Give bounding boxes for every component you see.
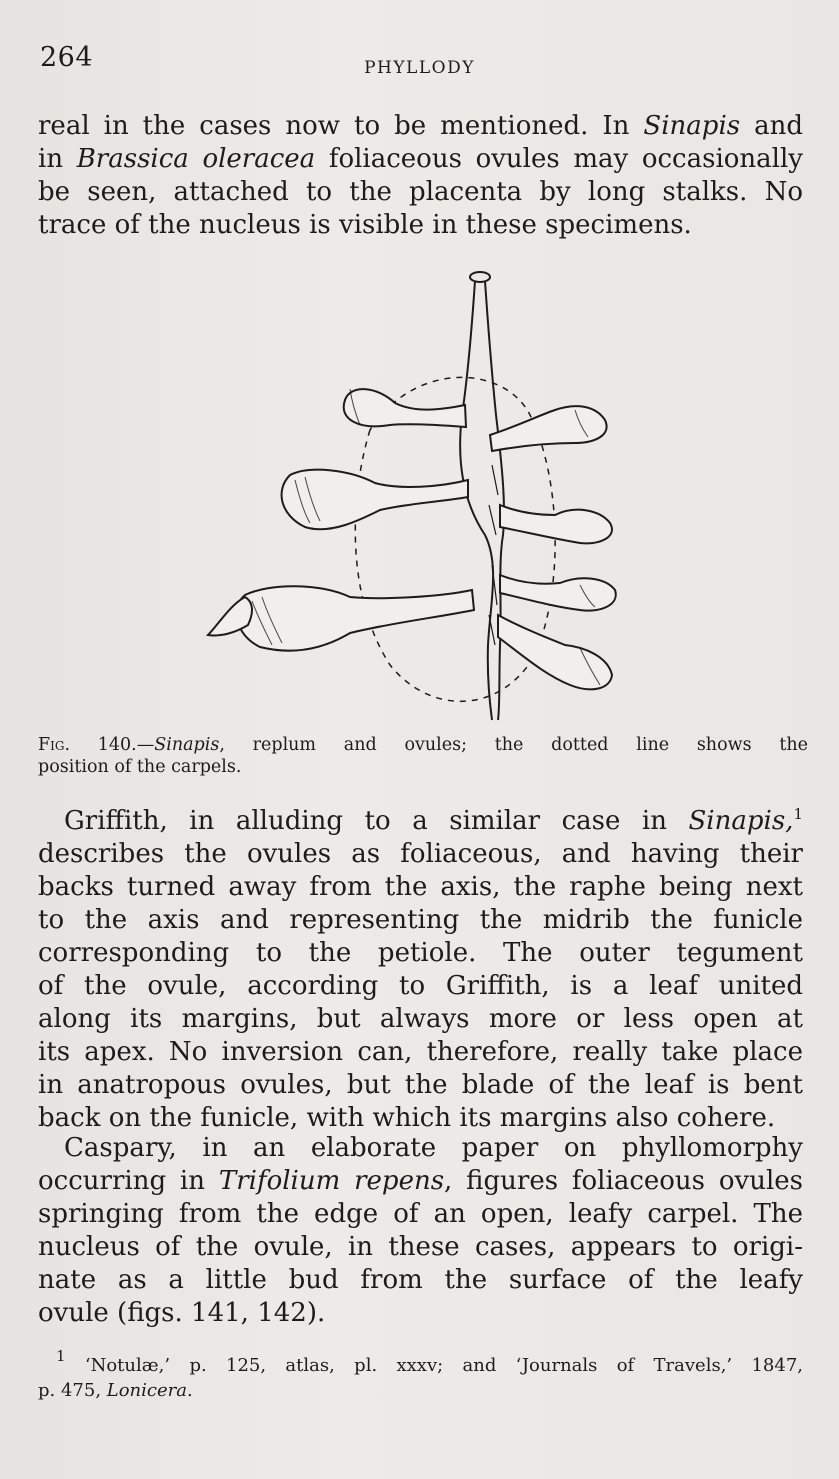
figure-140-illustration <box>200 265 630 725</box>
footnote-marker: 1 <box>56 1347 66 1365</box>
text-line: springing from the edge of an open, leafy carpel. The <box>38 1199 803 1229</box>
text-line: along its margins, but always more or less open at <box>38 1004 803 1034</box>
caption-line: Fig. 140.—Sinapis, replum and ovules; the dotted line shows the <box>38 735 808 755</box>
text-line: trace of the nucleus is visible in these specimens. <box>38 210 692 240</box>
text-line: of the ovule, according to Griffith, is a leaf united <box>38 971 803 1001</box>
text-line: real in the cases now to be mentioned. In Sinapis and <box>38 111 803 141</box>
paragraph-2 <box>38 798 803 1135</box>
text-line: ovule (figs. 141, 142). <box>38 1298 326 1328</box>
footnote-line: $^1$ ‘Notulæ,’ p. 125, atlas, pl. xxxv; and ‘Journals of Travels,’ 1847, <box>56 1347 803 1376</box>
footnote-line: p. 475, Lonicera. <box>38 1380 193 1401</box>
text-line: in anatropous ovules, but the blade of the leaf is bent <box>38 1070 803 1100</box>
text-line: in Brassica oleracea foliaceous ovules may occasionally <box>38 144 803 174</box>
text-line: nate as a little bud from the surface of the leafy <box>38 1265 803 1295</box>
text-line: to the axis and representing the midrib the funicle <box>38 905 803 935</box>
text-line: back on the funicle, with which its margins also cohere. <box>38 1103 776 1133</box>
paragraph-3 <box>38 1132 803 1330</box>
caption-line: position of the carpels. <box>38 757 242 777</box>
text-line: nucleus of the ovule, in these cases, appears to origi- <box>38 1232 803 1262</box>
footnote <box>38 1344 803 1403</box>
running-head: PHYLLODY <box>364 58 475 78</box>
text-line: its apex. No inversion can, therefore, really take place <box>38 1037 803 1067</box>
page-number: 264 <box>40 42 94 73</box>
text-line: Griffith, in alluding to a similar case in Sinapis,$^1$ <box>64 805 803 836</box>
text-line: occurring in Trifolium repens, figures foliaceous ovules <box>38 1166 803 1196</box>
text-line: corresponding to the petiole. The outer tegument <box>38 938 803 968</box>
text-line: be seen, attached to the placenta by long stalks. No <box>38 177 803 207</box>
text-line: backs turned away from the axis, the raphe being next <box>38 872 803 902</box>
text-line: describes the ovules as foliaceous, and having their <box>38 839 803 869</box>
paragraph-1 <box>38 110 803 242</box>
text-line: Caspary, in an elaborate paper on phyllomorphy <box>64 1133 803 1163</box>
figure-caption <box>38 734 808 778</box>
